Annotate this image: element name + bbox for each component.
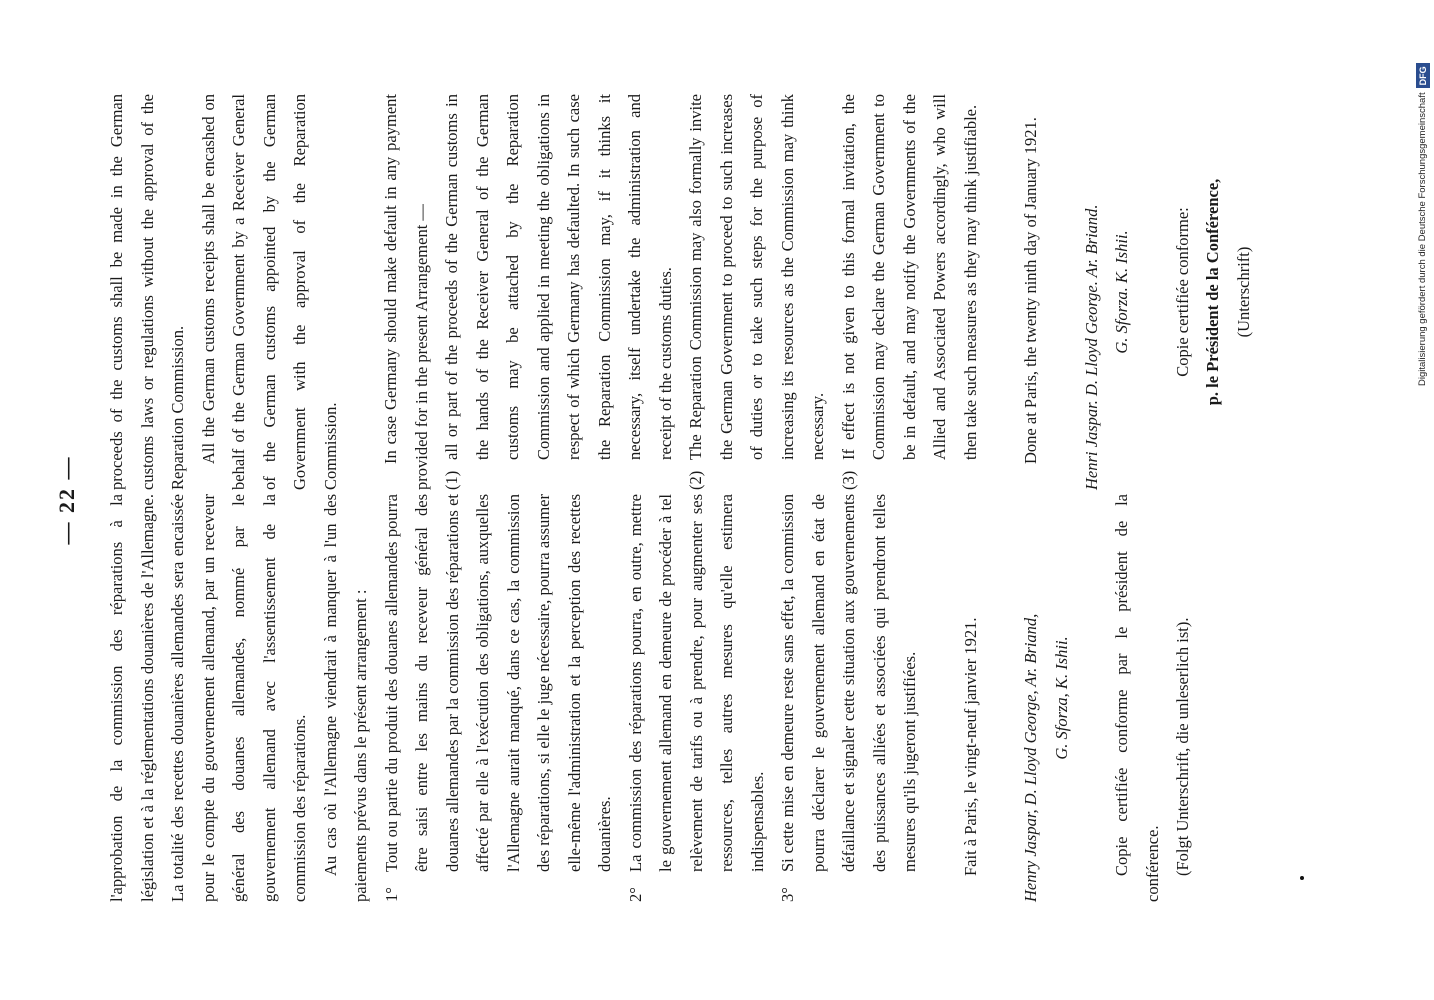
french-signatures <box>1016 494 1077 902</box>
french-certification: Copie certifiée conforme par le président de la conférence. <box>1112 494 1162 902</box>
french-signature-line-2: G. Sforza, K. Ishii. <box>1051 636 1071 760</box>
french-item-2-text: La commission des réparations pourra, en outre, mettre le gouvernement allemand en demeure de procéder à tel relèvement de tarifs ou à prendre, pour augmenter ses ressources, telles autres mesures qu'elle estimera indispensables. <box>625 494 767 872</box>
english-paragraph-1: proceeds of the customs shall be made in the German customs laws or regulations without the approval of the Reparation Commission. <box>107 94 187 490</box>
dfg-logo: DFG <box>1416 63 1430 88</box>
french-paragraph-1: l'approbation de la commission des réparations à la législation et à la réglementations douanières de l'Allemagne. La totalité des recettes douanières allemandes sera encaissée pour le compte du gouvernement allemand, par un receveur général des douanes allemandes, nommé par le gouvernement allemand avec l'assentissement de la commission des réparations. <box>107 494 309 902</box>
english-item-2-number: (2) <box>686 470 705 490</box>
english-item-2 <box>681 94 834 490</box>
english-item-3 <box>834 94 987 490</box>
french-signature-line-1: Henry Jaspar, D. Lloyd George, Ar. Briand, <box>1021 613 1040 902</box>
english-certification-president: p. le Président de la Conférence, <box>1203 178 1222 406</box>
french-item-3 <box>773 494 926 902</box>
scan-speck <box>1300 876 1304 880</box>
french-item-2 <box>621 494 774 902</box>
english-signature-note: (Unterschrift) <box>1233 246 1253 338</box>
english-signature-line-1: Henri Jaspar. D. Lloyd George. Ar. Briand. <box>1081 204 1101 490</box>
english-item-3-number: (3) <box>838 470 858 490</box>
french-signature-note: (Folgt Unterschrift, die unleserlich ist). <box>1173 617 1192 876</box>
english-certification: Copie certifiée conforme: <box>1172 207 1192 377</box>
english-item-1-text: all or part of the proceeds of the German customs in the hands of the Receiver General of the German customs may be attached by the Reparation Commission and applied in meeting the obligations in respect of which Germany has defaulted. In such case the Reparation Commission may, if it thinks it necessary, itself undertake the administration and receipt of the customs duties. <box>442 94 675 460</box>
english-paragraph-3: In case Germany should make default in any payment provided for in the present Arrangement — <box>381 94 431 490</box>
english-column <box>102 94 1259 490</box>
english-signatures <box>1077 94 1138 490</box>
french-item-1-number: 1° <box>381 887 401 902</box>
watermark-text: Digitalisierung gefördert durch die Deutsche Forschungsgemeinschaft <box>1417 92 1428 386</box>
english-signature-line-2: G. Sforza. K. Ishii. <box>1112 230 1131 354</box>
french-done-line: Fait à Paris, le vingt-neuf janvier 1921. <box>960 617 980 876</box>
french-item-3-text: Si cette mise en demeure reste sans effet, la commission pourra déclarer le gouvernement allemand en état de défaillance et signaler cette situation aux gouvernements des puissances alliées et associées qui prendront telles mesures qu'ils jugeront justifiées. <box>778 494 919 872</box>
english-paragraph-2: All the German customs receipts shall be encashed on behalf of the German Government by a Receiver General of the German customs appointed by the German Government with the approval of the Reparation Commission. <box>198 94 340 490</box>
french-column <box>102 494 1199 902</box>
digitization-watermark <box>1416 6 1430 386</box>
page-number: — 22 — <box>54 455 79 545</box>
english-item-1 <box>437 94 681 490</box>
english-item-1-number: (1) <box>442 470 461 490</box>
french-paragraph-2: Au cas où l'Allemagne viendrait à manquer à l'un des paiements prévus dans le présent arrangement : <box>320 494 370 902</box>
english-done-line: Done at Paris, the twenty ninth day of January 1921. <box>1021 117 1040 464</box>
french-item-2-number: 2° <box>625 887 645 902</box>
english-item-2-text: The Reparation Commission may also formally invite the German Government to proceed to such increases of duties or to take such steps for the purpose of increasing its resources as the Commission may think necessary. <box>686 94 827 460</box>
french-item-3-number: 3° <box>778 887 797 902</box>
french-item-1 <box>377 494 621 902</box>
english-item-3-text: If effect is not given to this formal invitation, the Commission may declare the German Government to be in default, and may notify the Governments of the Allied and Associated Powers accordingly, who will then take such measures as they may think justifiable. <box>838 94 980 460</box>
french-item-1-text: Tout ou partie du produit des douanes allemandes pourra être saisi entre les mains du receveur général des douanes allemandes par la commission des réparations et affecté par elle à l'exécution des obligations, auxquelles l'Allemagne aurait manqué, dans ce cas, la commission des réparations, si elle le juge nécessaire, pourra assumer elle-même l'administration et la perception des recettes douanières. <box>381 494 614 872</box>
